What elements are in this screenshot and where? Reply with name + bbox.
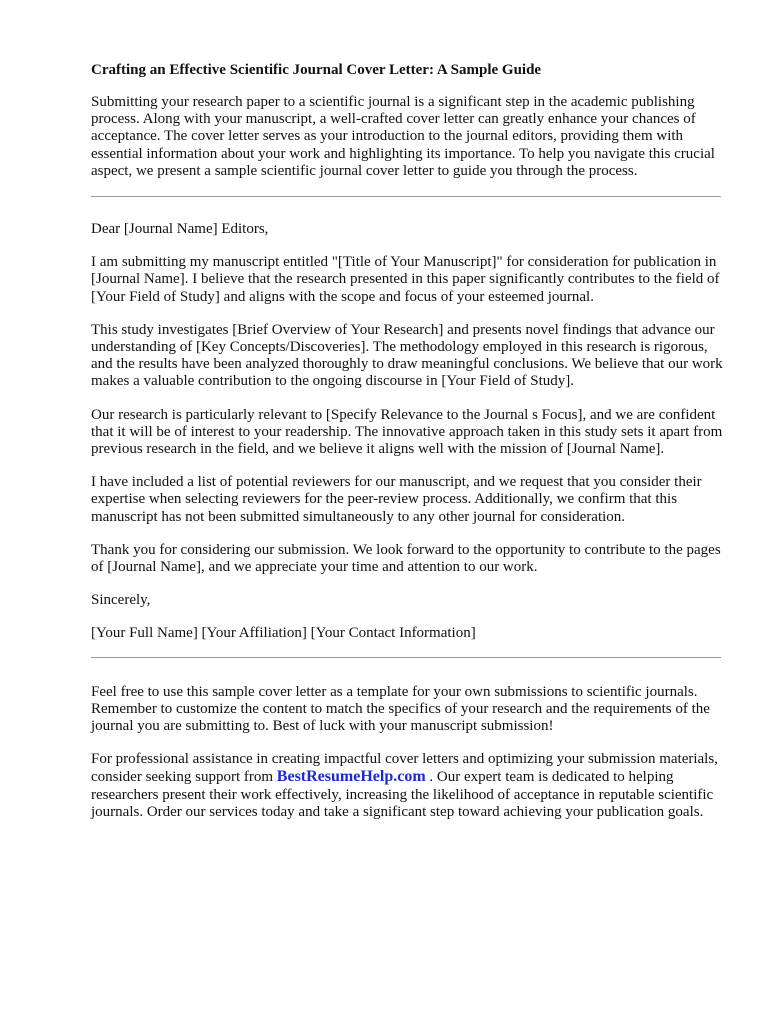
bestresumehelp-link[interactable]: BestResumeHelp.com: [276, 768, 426, 786]
letter-paragraph-1: I am submitting my manuscript entitled "[Title of Your Manuscript]" for consideration for publication in [Journal Name]. I believe that the research presented in this paper significantly contributes to the field of [Your Field of Study] and aligns with the scope and focus of your esteemed journal.: [91, 254, 720, 305]
footer-paragraph-2: [91, 751, 727, 821]
letter-signature: [Your Full Name] [Your Affiliation] [Your Contact Information]: [91, 625, 476, 642]
document-page: [91, 60, 727, 837]
letter-closing: Sincerely,: [91, 592, 151, 609]
letter-paragraph-5: Thank you for considering our submission. We look forward to the opportunity to contribute to the pages of [Journal Name], and we appreciate your time and attention to our work.: [91, 541, 721, 576]
divider-top: [91, 196, 721, 197]
footer-paragraph-1: Feel free to use this sample cover letter as a template for your own submissions to scientific journals. Remember to customize the content to match the specifics of your research and the requirements of the journal you are submitting to. Best of luck with your manuscript submission!: [91, 683, 710, 735]
footer-text-after-link: . Our expert team is dedicated to helping researchers present their work effectively, increasing the likelihood of acceptance in reputable scientific journals. Order our services today and take a significant step toward achieving your publication goals.: [91, 769, 714, 820]
letter-salutation: Dear [Journal Name] Editors,: [91, 221, 269, 238]
page-title: Crafting an Effective Scientific Journal Cover Letter: A Sample Guide: [91, 62, 542, 78]
footer-text-before-link: For professional assistance in creating impactful cover letters and optimizing your submission materials, consider seeking support from: [91, 751, 718, 786]
divider-bottom: [91, 657, 721, 658]
letter-paragraph-2: This study investigates [Brief Overview of Your Research] and presents novel findings that advance our understanding of [Key Concepts/Discoveries]. The methodology employed in this research is rigorous, and the results have been analyzed thoroughly to draw meaningful conclusions. We believe that our work makes a valuable contribution to the ongoing discourse in [Your Field of Study].: [91, 321, 723, 390]
letter-paragraph-3: Our research is particularly relevant to [Specify Relevance to the Journal s Focus], and we are confident that it will be of interest to your readership. The innovative approach taken in this study sets it apart from previous research in the field, and we believe it aligns well with the mission of [Journal Name].: [91, 406, 723, 458]
letter-paragraph-4: I have included a list of potential reviewers for our manuscript, and we request that you consider their expertise when selecting reviewers for the peer-review process. Additionally, we confirm that this manuscript has not been submitted simultaneously to any other journal for consideration.: [91, 474, 702, 525]
intro-paragraph: Submitting your research paper to a scientific journal is a significant step in the academic publishing process. Along with your manuscript, a well-crafted cover letter can greatly enhance your chances of acceptance. The cover letter serves as your introduction to the journal editors, providing them with essential information about your work and highlighting its importance. To help you navigate this crucial aspect, we present a sample scientific journal cover letter to guide you through the process.: [91, 94, 715, 179]
